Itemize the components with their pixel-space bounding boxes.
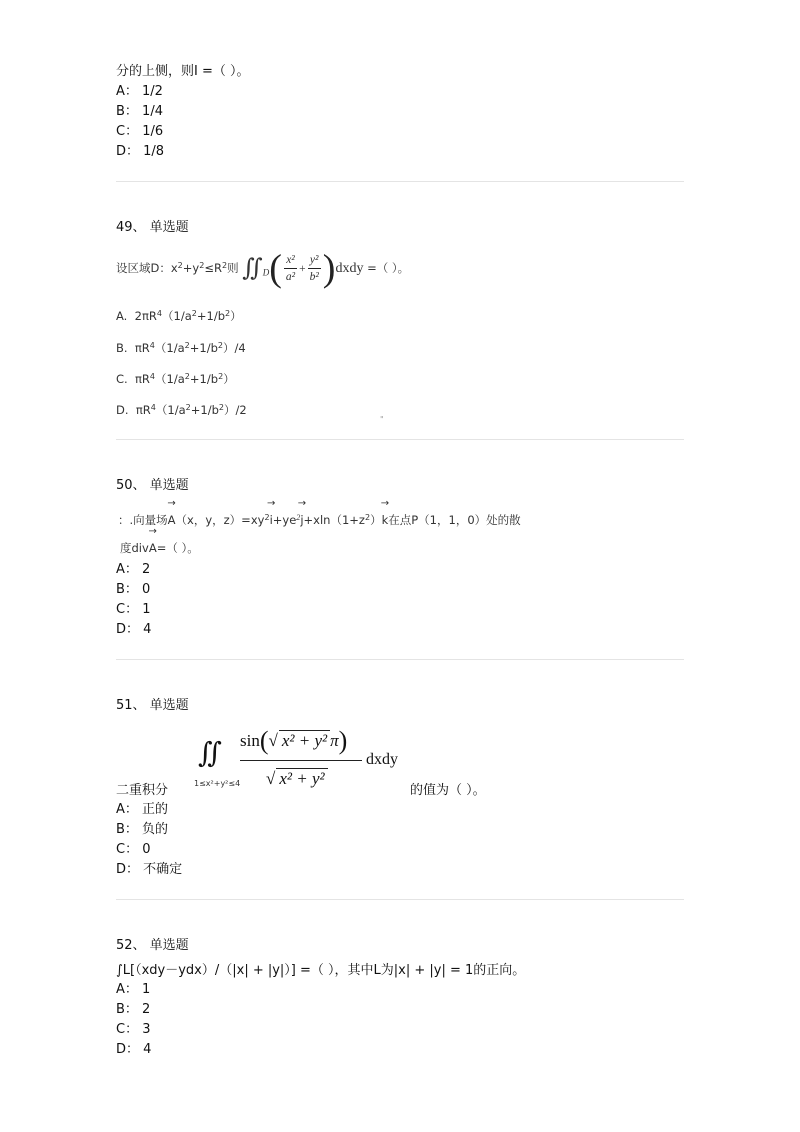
q49-option-c: C. $\pi R^4(1/a^2+1/b^2)$ bbox=[116, 371, 235, 386]
q52-option-a: A： 1 bbox=[116, 982, 151, 997]
q51-stem-prefix: 二重积分 bbox=[116, 783, 169, 798]
q52-option-d: D： 4 bbox=[116, 1042, 152, 1057]
q48-stem-tail: 分的上侧，则I =（ ）。 bbox=[116, 64, 250, 79]
q49-option-d: D. $\pi R^4(1/a^2+1/b^2)/2$ bbox=[116, 402, 247, 417]
q51-region: 1≤x²+y²≤4 bbox=[194, 779, 241, 788]
vector-i: → i bbox=[270, 510, 273, 530]
q50-option-a: A： 2 bbox=[116, 562, 151, 577]
q52-stem: ∫L[（xdy－ydx）/（|x| + |y|）] =（ ），其中L为|x| + |y| = 1的正向。 bbox=[116, 963, 526, 978]
q49-stem-prefix: 设区域D： bbox=[116, 261, 171, 275]
q51-option-d: D： 不确定 bbox=[116, 862, 183, 877]
q50-option-b: B： 0 bbox=[116, 582, 151, 597]
q49-option-b: B. $\pi R^4(1/a^2+1/b^2)/4$ bbox=[116, 340, 246, 355]
stray-mark: " bbox=[380, 415, 384, 424]
q49-option-a: A. $2\pi R^4(1/a^2+1/b^2)$ bbox=[116, 308, 242, 323]
divider bbox=[116, 659, 684, 660]
q51-fraction-bar bbox=[240, 760, 362, 761]
q51-denominator: √ x² + y² bbox=[266, 768, 328, 789]
divider bbox=[116, 181, 684, 182]
q51-stem-tail: 的值为（ ）。 bbox=[410, 783, 486, 798]
q50-header: 50、 单选题 bbox=[116, 478, 189, 493]
q50-option-d: D： 4 bbox=[116, 622, 152, 637]
q49-frac-x: $\frac{\text{x²}}{\text{a²}}$ bbox=[285, 254, 296, 283]
q50-option-c: C： 1 bbox=[116, 602, 151, 617]
q50-stem-line1: ：.向量场→ A（x，y，$z)=xy^2\to i+ye^2\to j+xln(1+z^2)\to k$在点P（1，1，0）处的散 bbox=[118, 510, 521, 530]
divider bbox=[116, 899, 684, 900]
q49-region: D bbox=[262, 267, 270, 278]
q51-option-a: A： 正的 bbox=[116, 802, 169, 817]
q51-numerator: sin(√ x² + y² π) bbox=[240, 726, 348, 755]
vector-j: → j bbox=[300, 510, 303, 530]
q50-stem-line2: 度div→ A=（ ）。 bbox=[120, 538, 199, 558]
q52-option-c: C： 3 bbox=[116, 1022, 151, 1037]
vector-a: → A bbox=[168, 510, 176, 530]
q48-option-a: A： 1/2 bbox=[116, 84, 163, 99]
q48-option-d: D： 1/8 bbox=[116, 144, 165, 159]
double-integral-sign: ∬ bbox=[242, 255, 263, 282]
vector-a: → A bbox=[149, 538, 157, 558]
q51-option-c: C： 0 bbox=[116, 842, 151, 857]
divider bbox=[116, 439, 684, 440]
q48-option-b: B： 1/4 bbox=[116, 104, 163, 119]
q49-stem: 设区域D：$x^2+y^2\le R^2$则 $∬_D$( $\frac{\text{x²}}{\text{a²}}$ + $\frac{\text{y²}}{\text{b²}}$ )dxdy =（ ）。 bbox=[116, 247, 410, 290]
q49-header: 49、 单选题 bbox=[116, 220, 189, 235]
q49-stem-tail: =（ ）。 bbox=[367, 261, 410, 275]
q51-dxdy: dxdy bbox=[366, 751, 398, 768]
vector-k: → k bbox=[382, 510, 389, 530]
q51-integral-sign: ∬ bbox=[198, 738, 222, 769]
q51-header: 51、 单选题 bbox=[116, 698, 189, 713]
q48-option-c: C： 1/6 bbox=[116, 124, 164, 139]
q49-frac-y: $\frac{\text{y²}}{\text{b²}}$ bbox=[309, 254, 319, 283]
q52-header: 52、 单选题 bbox=[116, 938, 189, 953]
q51-option-b: B： 负的 bbox=[116, 822, 169, 837]
q52-option-b: B： 2 bbox=[116, 1002, 151, 1017]
